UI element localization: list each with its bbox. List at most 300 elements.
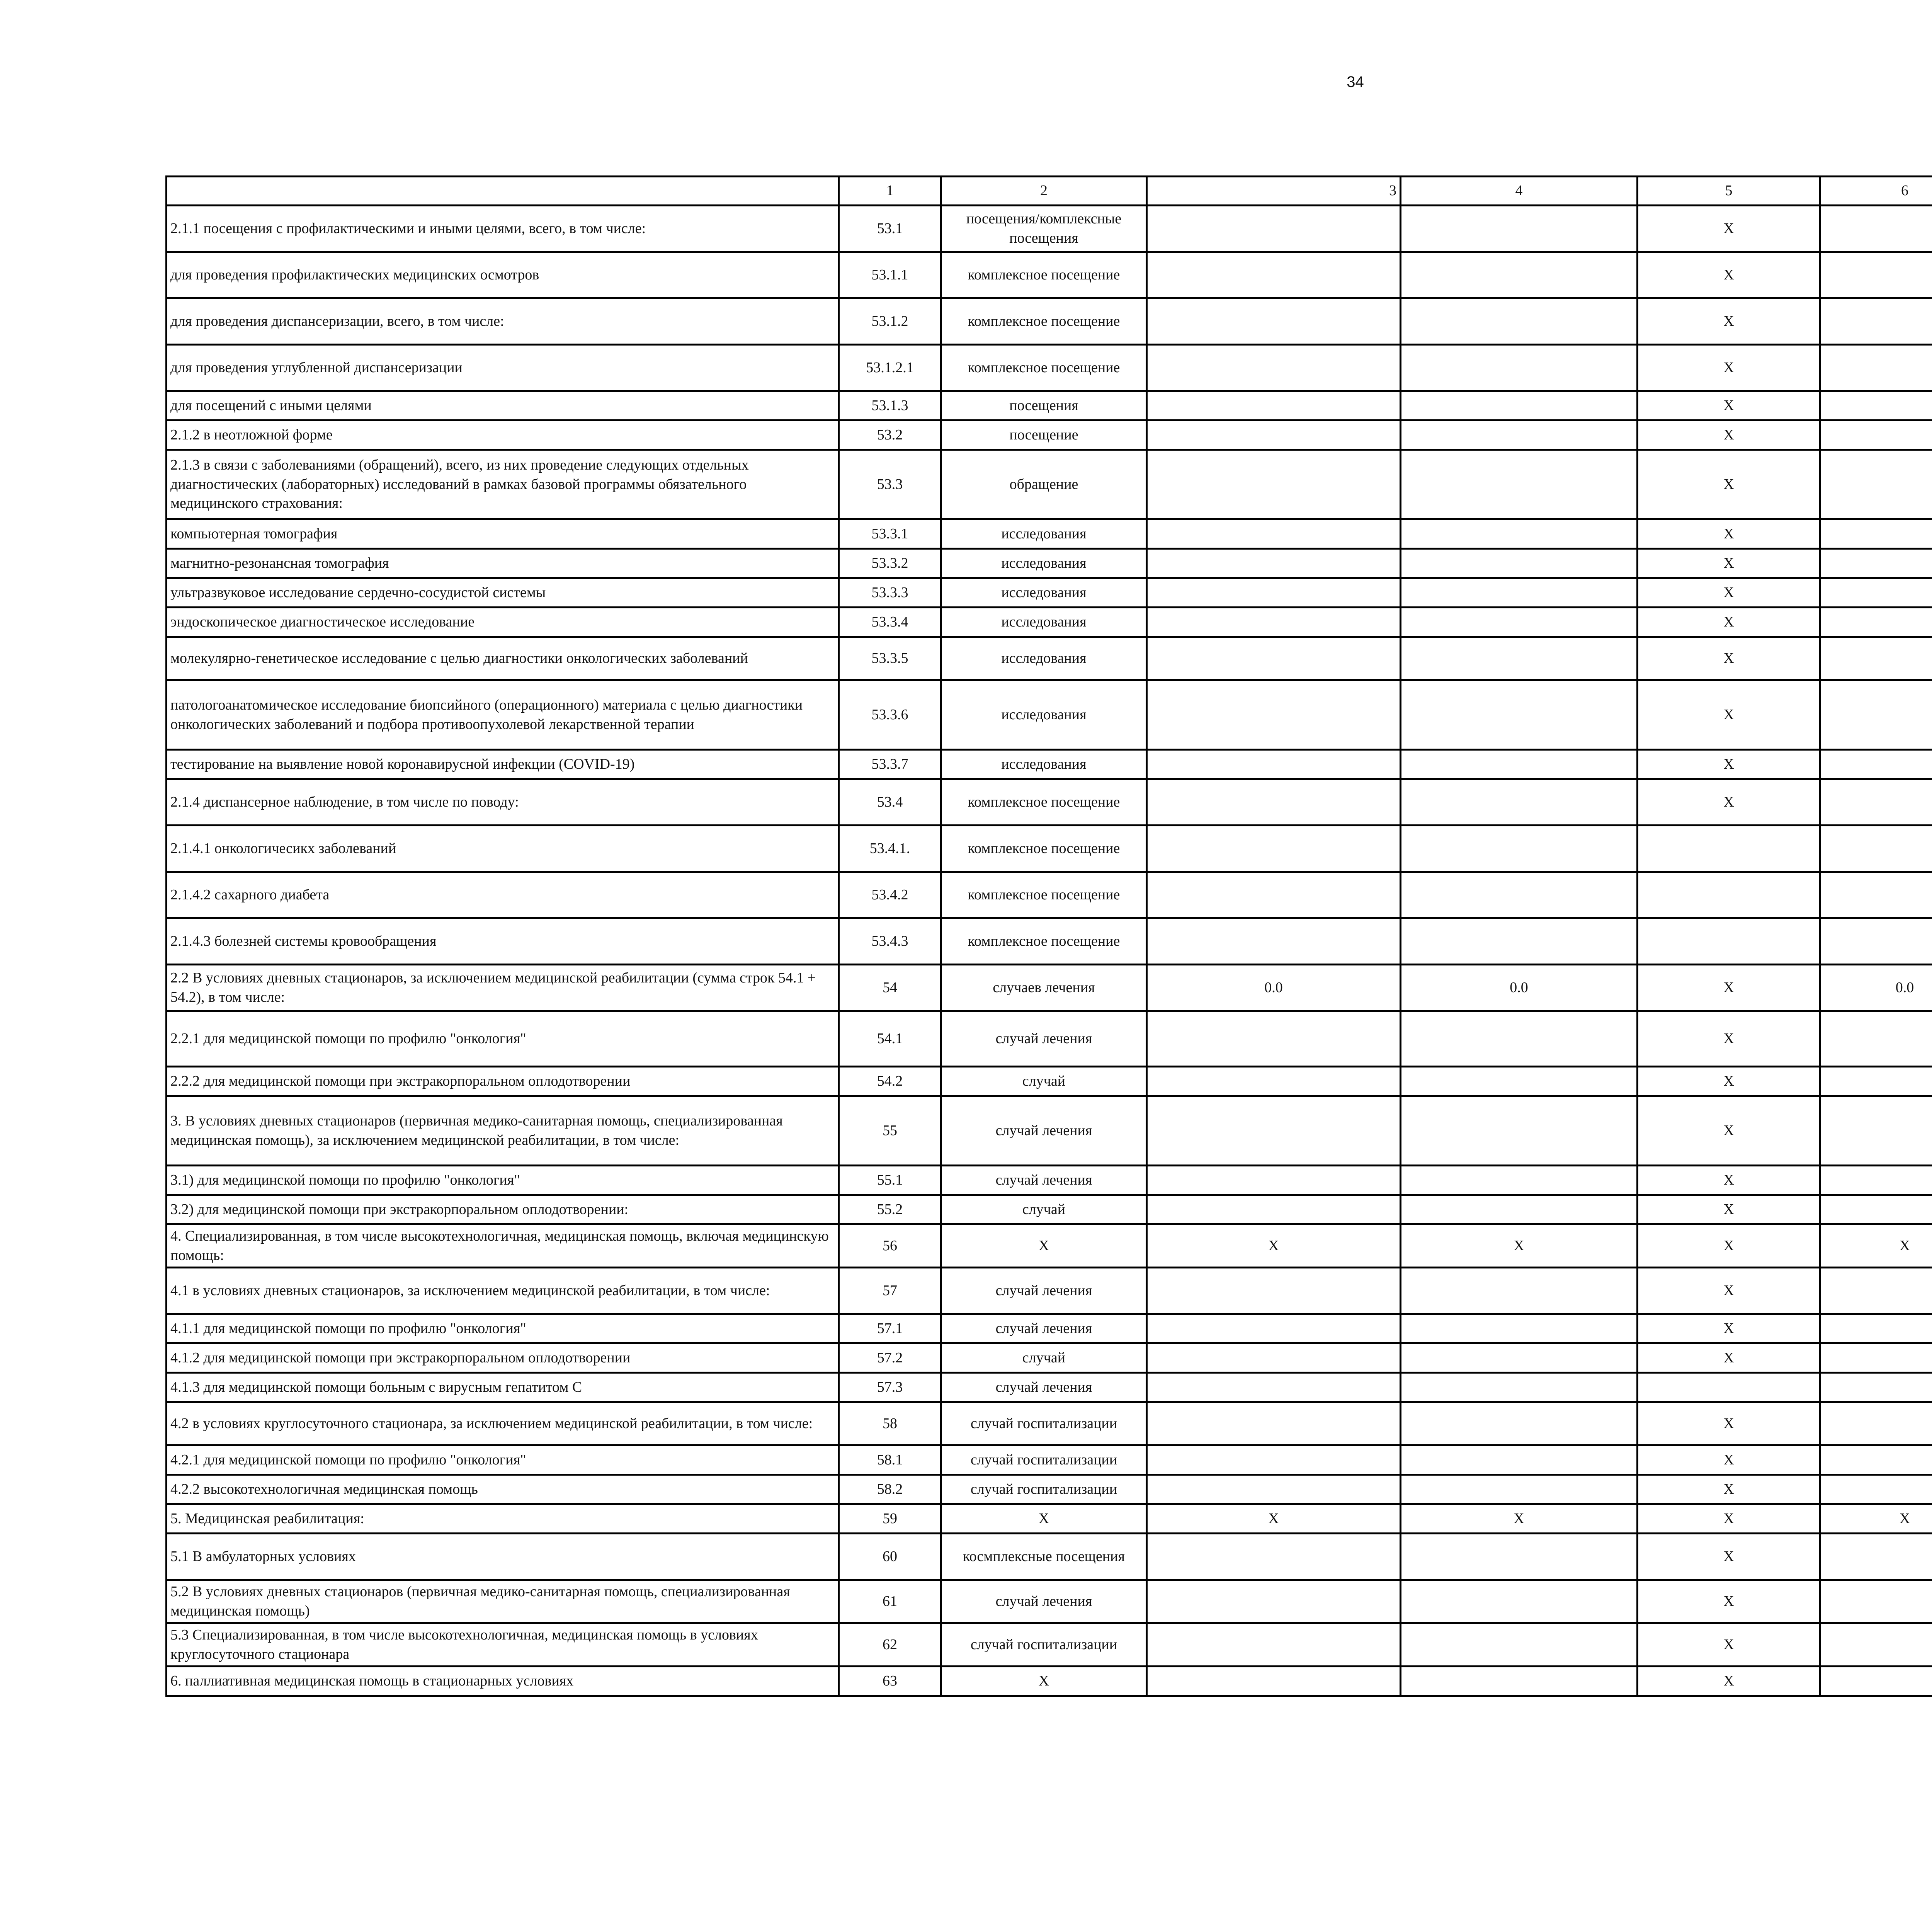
cell-c6 — [1820, 1534, 1932, 1580]
cell-c5: X — [1638, 637, 1820, 680]
cell-code: 53.3.3 — [839, 578, 941, 608]
cell-code: 56 — [839, 1224, 941, 1268]
cell-c6 — [1820, 1667, 1932, 1696]
table-row — [167, 1667, 1932, 1696]
cell-unit: исследования — [941, 680, 1147, 750]
cell-code: 54.2 — [839, 1067, 941, 1096]
cell-c6 — [1820, 1011, 1932, 1067]
cell-c5: X — [1638, 298, 1820, 345]
cell-code: 53.4.2 — [839, 872, 941, 918]
cell-name: 2.1.4.2 сахарного диабета — [167, 872, 839, 918]
cell-c3 — [1147, 637, 1401, 680]
cell-unit: комплексное посещение — [941, 918, 1147, 965]
table-row — [167, 680, 1932, 750]
cell-c5 — [1638, 826, 1820, 872]
table-row — [167, 826, 1932, 872]
cell-name: 2.1.1 посещения с профилактическими и иными целями, всего, в том числе: — [167, 206, 839, 252]
table-row — [167, 1067, 1932, 1096]
cell-c3 — [1147, 918, 1401, 965]
cell-unit: исследования — [941, 750, 1147, 779]
cell-code: 58 — [839, 1402, 941, 1445]
cell-c3: X — [1147, 1504, 1401, 1534]
cell-c5: X — [1638, 519, 1820, 549]
cell-c6 — [1820, 391, 1932, 421]
cell-c5: X — [1638, 1096, 1820, 1166]
cell-name: 2.1.4.1 онкологичесикх заболеваний — [167, 826, 839, 872]
cell-c4 — [1401, 1623, 1638, 1667]
cell-c3 — [1147, 1096, 1401, 1166]
cell-c3: 0.0 — [1147, 965, 1401, 1011]
cell-c3 — [1147, 608, 1401, 637]
cell-c6 — [1820, 549, 1932, 578]
cell-code: 53.3.7 — [839, 750, 941, 779]
table-row — [167, 637, 1932, 680]
cell-c5: X — [1638, 1534, 1820, 1580]
cell-c3 — [1147, 450, 1401, 519]
cell-c3 — [1147, 345, 1401, 391]
cell-c3 — [1147, 1580, 1401, 1623]
cell-code: 59 — [839, 1504, 941, 1534]
cell-code: 57.2 — [839, 1343, 941, 1373]
column-number-row — [167, 177, 1932, 206]
cell-c6 — [1820, 450, 1932, 519]
cell-code: 63 — [839, 1667, 941, 1696]
cell-name: 4.2 в условиях круглосуточного стационара, за исключением медицинской реабилитации, в том числе: — [167, 1402, 839, 1445]
cell-unit: исследования — [941, 578, 1147, 608]
cell-c4 — [1401, 608, 1638, 637]
cell-name: 3.1) для медицинской помощи по профилю "онкология" — [167, 1166, 839, 1195]
cell-unit: посещения/комплексные посещения — [941, 206, 1147, 252]
cell-c6 — [1820, 680, 1932, 750]
table-row — [167, 1268, 1932, 1314]
cell-c3 — [1147, 1475, 1401, 1504]
cell-code: 62 — [839, 1623, 941, 1667]
cell-c6 — [1820, 750, 1932, 779]
cell-c3 — [1147, 519, 1401, 549]
cell-name: магнитно-резонансная томография — [167, 549, 839, 578]
table-row — [167, 1166, 1932, 1195]
cell-c6 — [1820, 1475, 1932, 1504]
cell-c4 — [1401, 1402, 1638, 1445]
cell-c3 — [1147, 872, 1401, 918]
cell-code: 53.3.5 — [839, 637, 941, 680]
cell-c5: X — [1638, 450, 1820, 519]
table-row — [167, 1011, 1932, 1067]
cell-c6 — [1820, 1445, 1932, 1475]
cell-c3 — [1147, 1067, 1401, 1096]
table-row — [167, 608, 1932, 637]
cell-c4 — [1401, 826, 1638, 872]
cell-unit: случай госпитализации — [941, 1623, 1147, 1667]
cell-c4 — [1401, 1314, 1638, 1343]
cell-name: для проведения диспансеризации, всего, в том числе: — [167, 298, 839, 345]
cell-name: 5.2 В условиях дневных стационаров (первичная медико-санитарная помощь, специализированная медицинская помощь) — [167, 1580, 839, 1623]
cell-unit: исследования — [941, 637, 1147, 680]
cell-c4 — [1401, 421, 1638, 450]
cell-c3 — [1147, 421, 1401, 450]
cell-name: компьютерная томография — [167, 519, 839, 549]
table-row — [167, 450, 1932, 519]
cell-c6 — [1820, 872, 1932, 918]
cell-c4 — [1401, 1667, 1638, 1696]
cell-unit: случай — [941, 1343, 1147, 1373]
cell-c5: X — [1638, 252, 1820, 298]
cell-c4 — [1401, 206, 1638, 252]
cell-unit: исследования — [941, 519, 1147, 549]
cell-c6 — [1820, 421, 1932, 450]
header-cell-4: 4 — [1401, 177, 1638, 206]
cell-name: 4.2.1 для медицинской помощи по профилю "онкология" — [167, 1445, 839, 1475]
cell-c3 — [1147, 779, 1401, 826]
cell-c6 — [1820, 1268, 1932, 1314]
cell-c5: X — [1638, 206, 1820, 252]
cell-c6 — [1820, 578, 1932, 608]
cell-c6: 0.0 — [1820, 965, 1932, 1011]
cell-c6 — [1820, 298, 1932, 345]
cell-name: 5.3 Специализированная, в том числе высокотехнологичная, медицинская помощь в условиях круглосуточного стационара — [167, 1623, 839, 1667]
cell-c5: X — [1638, 1224, 1820, 1268]
cell-c5: X — [1638, 1580, 1820, 1623]
cell-c4 — [1401, 1195, 1638, 1224]
cell-unit: исследования — [941, 549, 1147, 578]
cell-name: 2.1.4.3 болезней системы кровообращения — [167, 918, 839, 965]
cell-code: 53.1.1 — [839, 252, 941, 298]
cell-unit: случай лечения — [941, 1166, 1147, 1195]
cell-name: 2.2.1 для медицинской помощи по профилю "онкология" — [167, 1011, 839, 1067]
cell-c3 — [1147, 1268, 1401, 1314]
cell-name: молекулярно-генетическое исследование с целью диагностики онкологических заболеваний — [167, 637, 839, 680]
cell-name: 6. паллиативная медицинская помощь в стационарных условиях — [167, 1667, 839, 1696]
cell-unit: X — [941, 1667, 1147, 1696]
cell-c5: X — [1638, 779, 1820, 826]
table-row — [167, 1504, 1932, 1534]
cell-unit: случай — [941, 1067, 1147, 1096]
cell-c6: X — [1820, 1504, 1932, 1534]
cell-c3 — [1147, 206, 1401, 252]
cell-c5: X — [1638, 1011, 1820, 1067]
cell-c3 — [1147, 578, 1401, 608]
cell-c4 — [1401, 1166, 1638, 1195]
cell-c6 — [1820, 252, 1932, 298]
cell-name: ультразвуковое исследование сердечно-сосудистой системы — [167, 578, 839, 608]
cell-c4 — [1401, 918, 1638, 965]
cell-c5: X — [1638, 1343, 1820, 1373]
cell-c5: X — [1638, 680, 1820, 750]
cell-unit: комплексное посещение — [941, 252, 1147, 298]
cell-code: 54.1 — [839, 1011, 941, 1067]
cell-name: 2.1.4 диспансерное наблюдение, в том числе по поводу: — [167, 779, 839, 826]
cell-c6 — [1820, 345, 1932, 391]
cell-unit: исследования — [941, 608, 1147, 637]
cell-c5: X — [1638, 1268, 1820, 1314]
cell-code: 53.3 — [839, 450, 941, 519]
cell-c4 — [1401, 637, 1638, 680]
cell-c4 — [1401, 750, 1638, 779]
cell-c5: X — [1638, 421, 1820, 450]
cell-code: 53.2 — [839, 421, 941, 450]
cell-c5: X — [1638, 549, 1820, 578]
cell-unit: случай лечения — [941, 1011, 1147, 1067]
table-row — [167, 1580, 1932, 1623]
cell-name: для посещений с иными целями — [167, 391, 839, 421]
cell-c4 — [1401, 680, 1638, 750]
cell-c6 — [1820, 519, 1932, 549]
cell-c4 — [1401, 872, 1638, 918]
table-row — [167, 918, 1932, 965]
cell-c4: X — [1401, 1504, 1638, 1534]
page-number: 34 — [1347, 73, 1364, 90]
cell-unit: случай — [941, 1195, 1147, 1224]
cell-c3 — [1147, 252, 1401, 298]
cell-c4 — [1401, 1268, 1638, 1314]
cell-c3 — [1147, 826, 1401, 872]
cell-unit: случай лечения — [941, 1373, 1147, 1402]
cell-code: 53.1.3 — [839, 391, 941, 421]
cell-c5: X — [1638, 1314, 1820, 1343]
cell-c4 — [1401, 345, 1638, 391]
cell-c4 — [1401, 450, 1638, 519]
cell-c3 — [1147, 1445, 1401, 1475]
cell-code: 55.2 — [839, 1195, 941, 1224]
cell-unit: случай госпитализации — [941, 1402, 1147, 1445]
cell-c5: X — [1638, 345, 1820, 391]
cell-c3 — [1147, 1667, 1401, 1696]
table-row — [167, 1314, 1932, 1343]
cell-name: тестирование на выявление новой коронавирусной инфекции (COVID-19) — [167, 750, 839, 779]
cell-name: 4.2.2 высокотехнологичная медицинская помощь — [167, 1475, 839, 1504]
cell-unit: случай госпитализации — [941, 1445, 1147, 1475]
cell-c4 — [1401, 1067, 1638, 1096]
cell-unit: X — [941, 1504, 1147, 1534]
cell-c5: X — [1638, 1402, 1820, 1445]
cell-name: 3. В условиях дневных стационаров (первичная медико-санитарная помощь, специализированная медицинская помощь), за исключением медицинской реабилитации, в том числе: — [167, 1096, 839, 1166]
cell-c3: X — [1147, 1224, 1401, 1268]
cell-code: 55 — [839, 1096, 941, 1166]
cell-c4: 0.0 — [1401, 965, 1638, 1011]
cell-c6 — [1820, 1580, 1932, 1623]
cell-code: 53.1.2.1 — [839, 345, 941, 391]
table-row — [167, 1475, 1932, 1504]
cell-unit: случай лечения — [941, 1580, 1147, 1623]
cell-c5: X — [1638, 608, 1820, 637]
cell-c4 — [1401, 252, 1638, 298]
table-row — [167, 965, 1932, 1011]
cell-c6 — [1820, 608, 1932, 637]
cell-c3 — [1147, 298, 1401, 345]
header-cell-2: 2 — [941, 177, 1147, 206]
cell-name: 4.1.3 для медицинской помощи больным с вирусным гепатитом С — [167, 1373, 839, 1402]
cell-c3 — [1147, 1623, 1401, 1667]
cell-name: 4.1 в условиях дневных стационаров, за исключением медицинской реабилитации, в том числе: — [167, 1268, 839, 1314]
table-row — [167, 1373, 1932, 1402]
cell-code: 58.1 — [839, 1445, 941, 1475]
cell-code: 57 — [839, 1268, 941, 1314]
cell-unit: комплексное посещение — [941, 345, 1147, 391]
cell-code: 61 — [839, 1580, 941, 1623]
header-cell-6: 6 — [1820, 177, 1932, 206]
cell-c4 — [1401, 1096, 1638, 1166]
cell-c5: X — [1638, 1445, 1820, 1475]
cell-unit: комплексное посещение — [941, 826, 1147, 872]
cell-c5: X — [1638, 391, 1820, 421]
cell-unit: посещение — [941, 421, 1147, 450]
table-row — [167, 1195, 1932, 1224]
cell-c6 — [1820, 1373, 1932, 1402]
cell-name: 2.1.2 в неотложной форме — [167, 421, 839, 450]
header-cell-1: 1 — [839, 177, 941, 206]
cell-c5: X — [1638, 1166, 1820, 1195]
cell-unit: случай лечения — [941, 1096, 1147, 1166]
cell-name: 2.1.3 в связи с заболеваниями (обращений), всего, из них проведение следующих отдельных диагностических (лабораторных) исследований в рамках базовой программы обязательного медицинского страхования: — [167, 450, 839, 519]
header-cell-3: 3 — [1147, 177, 1401, 206]
cell-c4 — [1401, 1011, 1638, 1067]
cell-unit: посещения — [941, 391, 1147, 421]
table-row — [167, 298, 1932, 345]
cell-c3 — [1147, 750, 1401, 779]
cell-c5 — [1638, 872, 1820, 918]
cell-c5 — [1638, 1373, 1820, 1402]
cell-code: 54 — [839, 965, 941, 1011]
cell-name: 4.1.1 для медицинской помощи по профилю "онкология" — [167, 1314, 839, 1343]
table-row — [167, 1402, 1932, 1445]
cell-name: 3.2) для медицинской помощи при экстракорпоральном оплодотворении: — [167, 1195, 839, 1224]
cell-unit: комплексное посещение — [941, 298, 1147, 345]
table-row — [167, 872, 1932, 918]
cell-c6 — [1820, 1067, 1932, 1096]
table-row — [167, 252, 1932, 298]
cell-code: 57.1 — [839, 1314, 941, 1343]
cell-c3 — [1147, 1195, 1401, 1224]
table-row — [167, 549, 1932, 578]
cell-name: эндоскопическое диагностическое исследование — [167, 608, 839, 637]
table-row — [167, 779, 1932, 826]
cell-code: 53.3.1 — [839, 519, 941, 549]
cell-c4 — [1401, 1343, 1638, 1373]
cell-code: 60 — [839, 1534, 941, 1580]
cell-c3 — [1147, 680, 1401, 750]
cell-c6 — [1820, 637, 1932, 680]
cell-c5: X — [1638, 965, 1820, 1011]
cell-c6 — [1820, 918, 1932, 965]
table-row — [167, 1445, 1932, 1475]
cell-c4 — [1401, 519, 1638, 549]
cell-unit: комплексное посещение — [941, 872, 1147, 918]
cell-c6 — [1820, 1623, 1932, 1667]
header-cell-name — [167, 177, 839, 206]
cell-unit: космплексные посещения — [941, 1534, 1147, 1580]
cell-c5: X — [1638, 1667, 1820, 1696]
cell-c5: X — [1638, 750, 1820, 779]
cell-unit: X — [941, 1224, 1147, 1268]
cell-c4 — [1401, 578, 1638, 608]
table-row — [167, 345, 1932, 391]
table-row — [167, 1343, 1932, 1373]
cell-name: 2.2.2 для медицинской помощи при экстракорпоральном оплодотворении — [167, 1067, 839, 1096]
cell-c4 — [1401, 549, 1638, 578]
cell-c4 — [1401, 1475, 1638, 1504]
cell-name: 4.1.2 для медицинской помощи при экстракорпоральном оплодотворении — [167, 1343, 839, 1373]
cell-c5: X — [1638, 1195, 1820, 1224]
table-row — [167, 391, 1932, 421]
cell-c5: X — [1638, 1475, 1820, 1504]
cell-c4 — [1401, 1580, 1638, 1623]
cell-code: 57.3 — [839, 1373, 941, 1402]
cell-c6 — [1820, 1195, 1932, 1224]
cell-c6 — [1820, 1402, 1932, 1445]
cell-name: патологоанатомическое исследование биопсийного (операционного) материала с целью диагностики онкологических заболеваний и подбора противоопухолевой лекарственной терапии — [167, 680, 839, 750]
cell-c6 — [1820, 826, 1932, 872]
table-row — [167, 421, 1932, 450]
cell-c4 — [1401, 1373, 1638, 1402]
table-row — [167, 206, 1932, 252]
cell-c6 — [1820, 1343, 1932, 1373]
cell-code: 53.4 — [839, 779, 941, 826]
cell-c3 — [1147, 1402, 1401, 1445]
table-row — [167, 519, 1932, 549]
table-row — [167, 750, 1932, 779]
cell-code: 53.1.2 — [839, 298, 941, 345]
cell-c4 — [1401, 1445, 1638, 1475]
cell-c4: X — [1401, 1224, 1638, 1268]
cell-c4 — [1401, 779, 1638, 826]
cell-code: 53.3.6 — [839, 680, 941, 750]
cell-c3 — [1147, 1166, 1401, 1195]
cell-c3 — [1147, 1343, 1401, 1373]
cell-c3 — [1147, 391, 1401, 421]
cell-c3 — [1147, 1011, 1401, 1067]
cell-name: 4. Специализированная, в том числе высокотехнологичная, медицинская помощь, включая медицинскую помощь: — [167, 1224, 839, 1268]
table-body — [167, 177, 1932, 1696]
cell-c6 — [1820, 1166, 1932, 1195]
cell-unit: случай лечения — [941, 1268, 1147, 1314]
cell-code: 55.1 — [839, 1166, 941, 1195]
cell-c4 — [1401, 1534, 1638, 1580]
table-row — [167, 1623, 1932, 1667]
cell-c6 — [1820, 1314, 1932, 1343]
cell-name: для проведения профилактических медицинских осмотров — [167, 252, 839, 298]
cell-code: 58.2 — [839, 1475, 941, 1504]
indicators-table — [165, 175, 1932, 1697]
cell-unit: комплексное посещение — [941, 779, 1147, 826]
header-cell-5: 5 — [1638, 177, 1820, 206]
cell-c3 — [1147, 1314, 1401, 1343]
cell-c5 — [1638, 918, 1820, 965]
cell-c6 — [1820, 206, 1932, 252]
cell-c5: X — [1638, 1504, 1820, 1534]
cell-name: 2.2 В условиях дневных стационаров, за исключением медицинской реабилитации (сумма строк 54.1 + 54.2), в том числе: — [167, 965, 839, 1011]
cell-name: для проведения углубленной диспансеризации — [167, 345, 839, 391]
cell-c6 — [1820, 779, 1932, 826]
cell-c5: X — [1638, 1623, 1820, 1667]
cell-name: 5. Медицинская реабилитация: — [167, 1504, 839, 1534]
cell-unit: случай лечения — [941, 1314, 1147, 1343]
cell-c3 — [1147, 1373, 1401, 1402]
cell-code: 53.4.1. — [839, 826, 941, 872]
cell-c4 — [1401, 391, 1638, 421]
table-row — [167, 1096, 1932, 1166]
cell-c5: X — [1638, 578, 1820, 608]
table-row — [167, 1224, 1932, 1268]
cell-unit: случаев лечения — [941, 965, 1147, 1011]
table-row — [167, 1534, 1932, 1580]
cell-unit: случай госпитализации — [941, 1475, 1147, 1504]
cell-c3 — [1147, 1534, 1401, 1580]
cell-name: 5.1 В амбулаторных условиях — [167, 1534, 839, 1580]
cell-unit: обращение — [941, 450, 1147, 519]
table-row — [167, 578, 1932, 608]
cell-code: 53.4.3 — [839, 918, 941, 965]
cell-c5: X — [1638, 1067, 1820, 1096]
